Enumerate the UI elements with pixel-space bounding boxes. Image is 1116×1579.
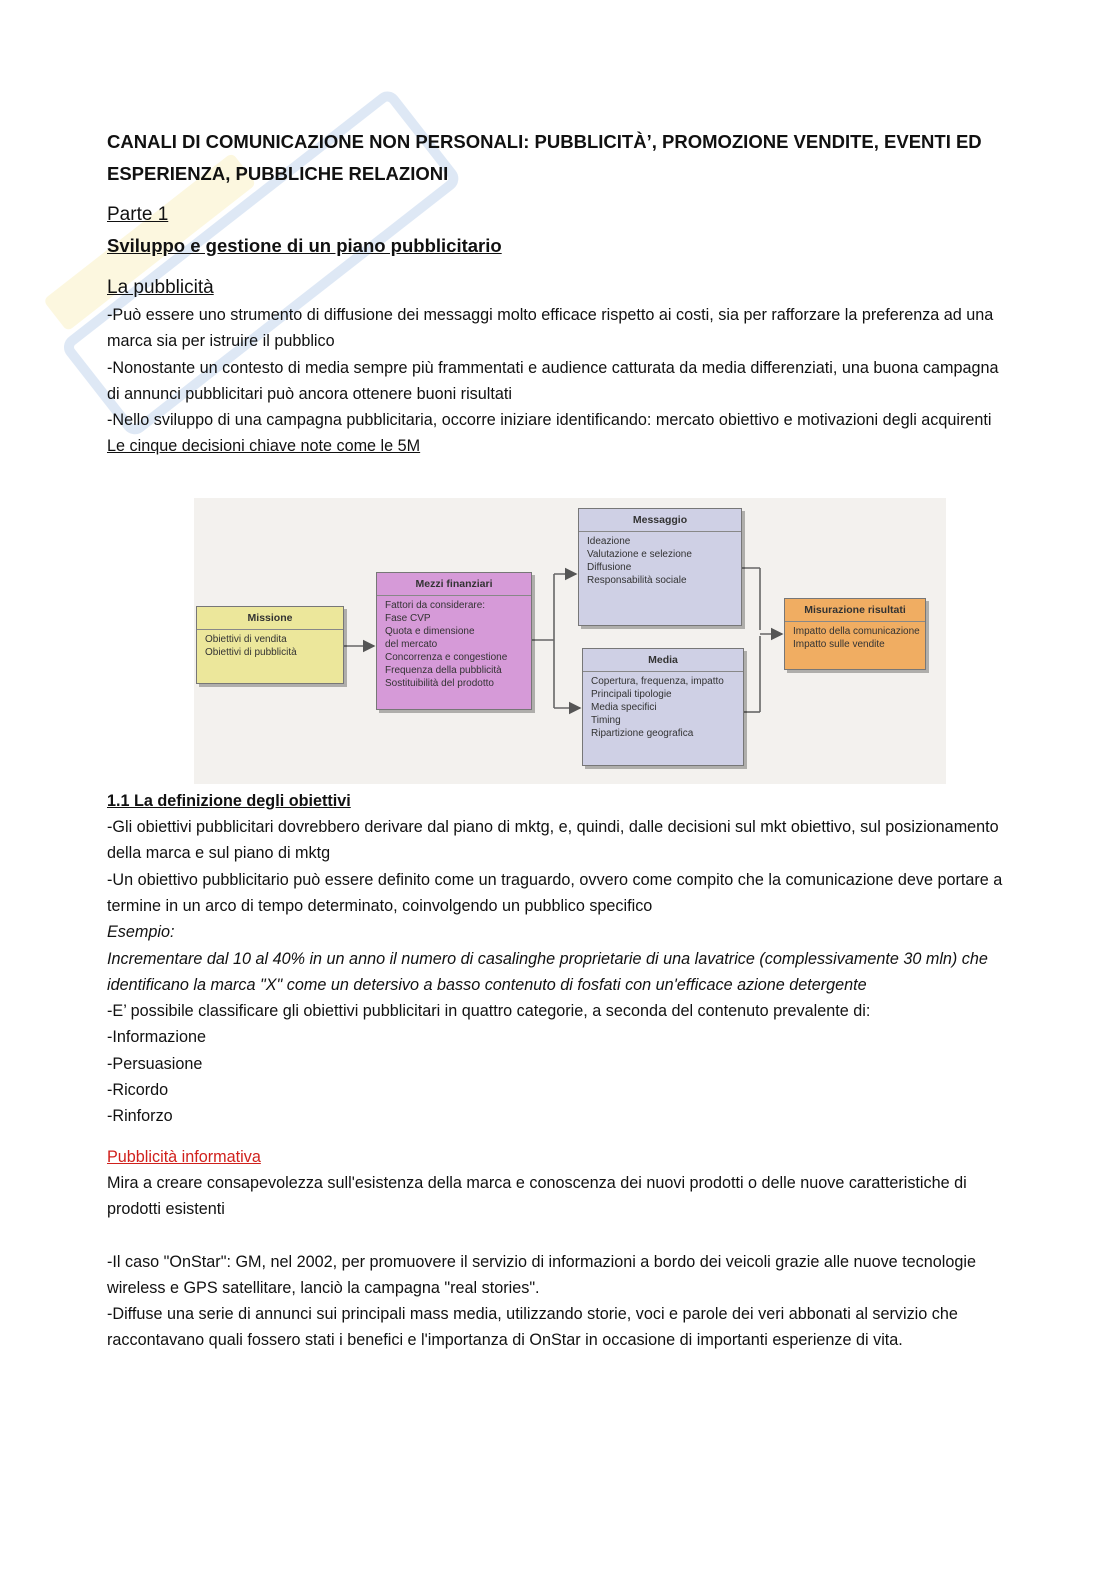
part-label: Parte 1: [107, 204, 169, 225]
box-item: Ideazione: [587, 535, 631, 547]
box-list: [579, 532, 741, 590]
paragraph: -Nello sviluppo di una campagna pubblicitaria, occorre iniziare identificando: mercato obiettivo e motivazioni degli acquirenti: [107, 411, 992, 430]
diagram-box-mezzi-finanziari: [376, 572, 532, 710]
box-item: Media specifici: [591, 701, 657, 713]
diagram-box-messaggio: [578, 508, 742, 626]
box-item: Fattori da considerare:: [385, 599, 486, 611]
box-title: Misurazione risultati: [785, 599, 925, 622]
five-m-label: Le cinque decisioni chiave note come le 5M: [107, 437, 421, 456]
box-item: Diffusione: [587, 561, 632, 573]
example-label: Esempio:: [107, 923, 175, 942]
box-item: Sostituibilità del prodotto: [385, 677, 494, 689]
box-item: Valutazione e selezione: [587, 548, 692, 560]
box-title: Missione: [197, 607, 343, 630]
document-title: CANALI DI COMUNICAZIONE NON PERSONALI: PUBBLICITÀ’, PROMOZIONE VENDITE, EVENTI ED ESPERIENZA, PUBBLICHE RELAZIONI: [107, 131, 982, 184]
paragraph: -Può essere uno strumento di diffusione dei messaggi molto efficace rispetto ai costi, sia per rafforzare la preferenza ad una marca sia per istruire il pubblico: [107, 306, 994, 351]
box-item: Fase CVP: [385, 612, 431, 624]
spacer: [107, 1223, 1007, 1249]
box-list: [377, 596, 531, 693]
paragraph: -Diffuse una serie di annunci sui principali mass media, utilizzando storie, voci e parole dei veri abbonati al servizio che raccontavano quali fossero stati i benefici e l'importanza di OnStar in occasione di importanti esperienze di vita.: [107, 1305, 958, 1350]
paragraph: -Il caso "OnStar": GM, nel 2002, per promuovere il servizio di informazioni a bordo dei veicoli grazie alle nuove tecnologie wireless e GPS satellitare, lanciò la campagna "real stories".: [107, 1252, 976, 1297]
box-item: Impatto della comunicazione: [793, 625, 920, 637]
section-heading-pubblicita-informativa: Pubblicità informativa: [107, 1147, 261, 1166]
paragraph: -Gli obiettivi pubblicitari dovrebbero derivare dal piano di mktg, e, quindi, dalle decisioni sul mkt obiettivo, sul posizionamento della marca e sul piano di mktg: [107, 818, 999, 863]
paragraph: -Un obiettivo pubblicitario può essere definito come un traguardo, ovvero come compito che la comunicazione deve portare a termine in un arco di tempo determinato, coinvolgendo un pubblico specifico: [107, 870, 1003, 915]
paragraph: Mira a creare consapevolezza sull'esistenza della marca e conoscenza dei nuovi prodotti o delle nuove caratteristiche di prodotti esistenti: [107, 1173, 967, 1219]
category-item: -Rinforzo: [107, 1107, 173, 1126]
paragraph: -Nonostante un contesto di media sempre più frammentati e audience catturata da media differenziati, una buona campagna di annunci pubblicitari può ancora ottenere buoni risultati: [107, 358, 999, 403]
box-list: [197, 630, 343, 662]
box-item: Principali tipologie: [591, 688, 672, 700]
category-item: -Informazione: [107, 1028, 206, 1047]
box-title: Messaggio: [579, 509, 741, 532]
category-item: -Ricordo: [107, 1081, 169, 1100]
part-title: Sviluppo e gestione di un piano pubblicitario: [107, 235, 502, 256]
section-heading-obiettivi: 1.1 La definizione degli obiettivi: [107, 791, 351, 810]
box-item: Ripartizione geografica: [591, 727, 694, 739]
diagram-box-media: [582, 648, 744, 766]
document-page: [107, 126, 1007, 1354]
box-item: del mercato: [385, 638, 438, 650]
example-text: Incrementare dal 10 al 40% in un anno il numero di casalinghe proprietarie di una lavatrice (complessivamente 30 mln) che identificano la marca "X" come un detersivo a basso contenuto di fosfati con un'efficace azione detergente: [107, 949, 988, 994]
diagram-box-missione: [196, 606, 344, 684]
box-item: Concorrenza e congestione: [385, 651, 508, 663]
five-m-diagram: [194, 498, 946, 784]
box-item: Quota e dimensione: [385, 625, 475, 637]
box-title: Mezzi finanziari: [377, 573, 531, 596]
paragraph: -E’ possibile classificare gli obiettivi pubblicitari in quattro categorie, a seconda del contenuto prevalente di:: [107, 1002, 871, 1021]
box-item: Timing: [591, 714, 621, 726]
box-item: Responsabilità sociale: [587, 574, 687, 586]
section-heading-pubblicita: La pubblicità: [107, 277, 214, 298]
category-item: -Persuasione: [107, 1054, 203, 1073]
box-item: Frequenza della pubblicità: [385, 664, 502, 676]
box-list: [785, 622, 925, 654]
box-list: [583, 672, 743, 743]
box-item: Impatto sulle vendite: [793, 638, 885, 650]
diagram-box-misurazione-risultati: [784, 598, 926, 670]
box-title: Media: [583, 649, 743, 672]
box-item: Obiettivi di vendita: [205, 633, 287, 645]
box-item: Copertura, frequenza, impatto: [591, 675, 724, 687]
box-item: Obiettivi di pubblicità: [205, 646, 297, 658]
